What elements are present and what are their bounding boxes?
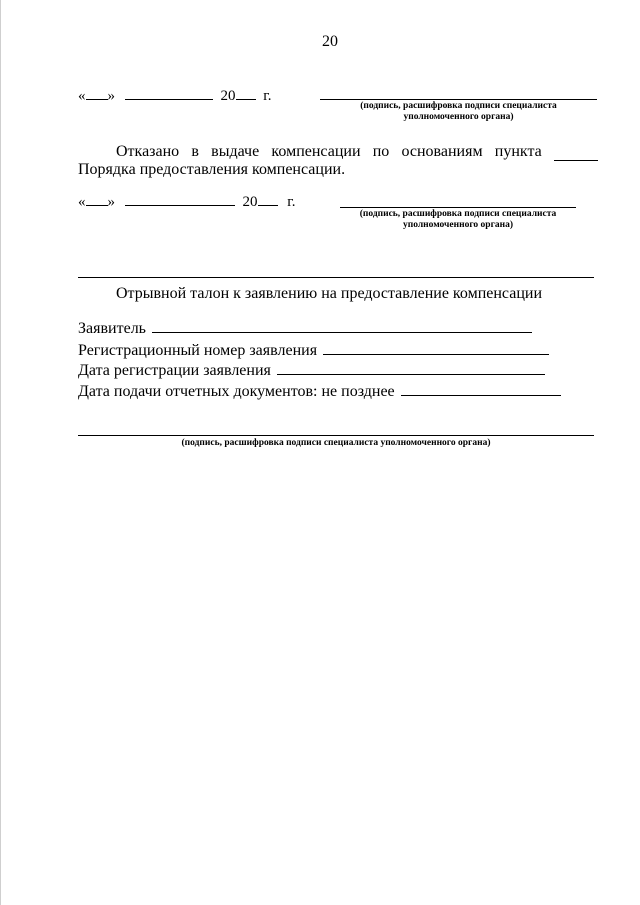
year-suffix: г.	[287, 194, 296, 210]
refusal-word: основаниям	[401, 143, 483, 160]
docs-date-row	[78, 383, 561, 401]
applicant-label: Заявитель	[78, 320, 146, 337]
reg-date-field	[277, 362, 545, 375]
reg-date-row	[78, 362, 545, 380]
signature-caption-1a: (подпись, расшифровка подписи специалиста	[360, 101, 557, 111]
month-blank	[125, 87, 213, 100]
applicant-field	[152, 320, 532, 333]
year-suffix: г.	[263, 88, 272, 104]
signature-caption-1b: уполномоченного органа)	[403, 112, 514, 122]
applicant-row	[78, 320, 532, 338]
reg-date-label: Дата регистрации заявления	[78, 362, 271, 379]
coupon-title: Отрывной талон к заявлению на предоставление компенсации	[116, 285, 543, 302]
refusal-word: компенсации	[271, 143, 361, 160]
scan-edge	[0, 0, 1, 905]
signature-caption-2b: уполномоченного органа)	[402, 220, 514, 230]
signature-caption-2a: (подпись, расшифровка подписи специалиста	[359, 209, 557, 219]
reg-number-label: Регистрационный номер заявления	[78, 342, 318, 359]
refusal-word: Отказано	[116, 143, 180, 160]
refusal-word: по	[372, 143, 390, 160]
refusal-word: в	[191, 143, 199, 160]
refusal-word: выдаче	[211, 143, 260, 160]
day-blank	[86, 193, 108, 206]
page-number: 20	[322, 33, 338, 50]
month-blank	[125, 193, 235, 206]
refusal-line-1	[116, 143, 598, 161]
tear-off-line	[78, 277, 594, 278]
coupon-signature-caption: (подпись, расшифровка подписи специалиста уполномоченного органа)	[181, 438, 491, 448]
quote-close: »	[107, 194, 115, 210]
year-prefix: 20	[242, 194, 258, 210]
year-blank	[258, 193, 278, 206]
year-blank	[236, 87, 256, 100]
coupon-signature-line	[78, 435, 594, 436]
quote-open: «	[78, 88, 86, 104]
date-line-2	[78, 193, 295, 211]
reg-number-field	[323, 342, 549, 355]
quote-close: »	[107, 88, 115, 104]
docs-date-label: Дата подачи отчетных документов: не позднее	[78, 383, 395, 400]
day-blank	[86, 87, 108, 100]
docs-date-field	[401, 383, 561, 396]
year-prefix: 20	[220, 88, 236, 104]
quote-open: «	[78, 194, 86, 210]
date-line-1	[78, 87, 271, 105]
refusal-word: пункта	[494, 143, 542, 160]
clause-blank	[554, 148, 598, 161]
reg-number-row	[78, 342, 549, 360]
refusal-line-2: Порядка предоставления компенсации.	[78, 161, 346, 178]
